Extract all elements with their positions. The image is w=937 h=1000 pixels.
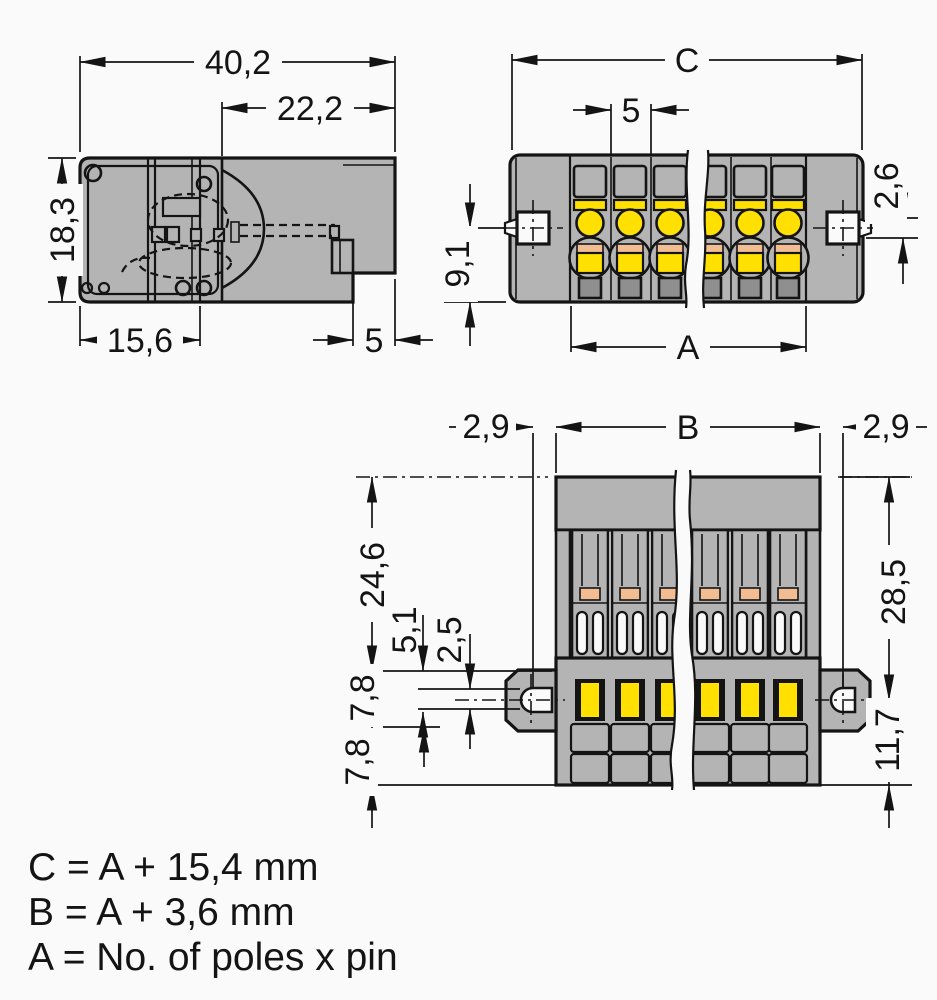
side-view <box>41 42 433 360</box>
dim-label-7-8-upper: 7,8 <box>344 674 382 722</box>
dim-label-7-8-lower: 7,8 <box>339 738 377 786</box>
dimension-B <box>556 405 820 447</box>
dim-label-2-9-right: 2,9 <box>862 408 910 446</box>
side-latch <box>332 240 353 273</box>
dimension-28-5 <box>840 477 914 700</box>
dimension-C <box>512 40 862 150</box>
pole-contact <box>571 679 609 783</box>
dimension-18-3 <box>41 158 83 302</box>
dim-label-5-pitch: 5 <box>621 92 641 130</box>
dim-label-22-2: 22,2 <box>276 90 344 128</box>
dim-label-A: A <box>676 329 700 367</box>
pin-strip <box>732 530 768 658</box>
pole-contact <box>769 679 807 783</box>
dimension-A <box>571 306 806 367</box>
pin-strip <box>572 530 608 658</box>
side-spring-box <box>163 198 200 216</box>
dimension-5-pitch <box>573 92 689 154</box>
dim-label-5-1: 5,1 <box>386 606 424 654</box>
dimension-15-6 <box>80 306 200 360</box>
front-view <box>336 404 927 828</box>
dim-label-5-notch: 5 <box>364 322 384 360</box>
dim-label-28-5: 28,5 <box>875 558 913 626</box>
pin-strip <box>612 530 648 658</box>
pin-strip <box>770 530 806 658</box>
pole-contact <box>611 679 649 783</box>
legend-line-1: C = A + 15,4 mm <box>28 846 319 889</box>
legend-line-3: A = No. of poles x pin <box>28 936 398 979</box>
dim-label-40-2: 40,2 <box>204 44 272 82</box>
pin-strip <box>692 530 728 658</box>
dim-label-2-9-left: 2,9 <box>462 408 510 446</box>
dim-label-C: C <box>674 42 700 80</box>
dimension-2-6 <box>865 148 918 284</box>
dimension-7-8-lower <box>336 727 560 828</box>
dim-label-24-6: 24,6 <box>354 541 392 609</box>
dim-label-9-1: 9,1 <box>439 240 477 288</box>
top-view <box>436 40 918 367</box>
dim-label-2-6: 2,6 <box>868 162 906 210</box>
dim-label-B: B <box>676 409 700 447</box>
dimension-9-1 <box>436 184 506 346</box>
dim-label-18-3: 18,3 <box>44 196 82 264</box>
legend-line-2: B = A + 3,6 mm <box>28 891 295 934</box>
dimension-5-1 <box>386 606 424 752</box>
dim-label-11-7: 11,7 <box>869 708 907 772</box>
legend <box>28 846 398 979</box>
left-flange <box>455 670 565 731</box>
pole-contact <box>731 679 769 783</box>
dimension-22-2 <box>222 88 395 156</box>
dim-label-2-5: 2,5 <box>431 616 469 664</box>
dim-label-15-6: 15,6 <box>106 322 174 360</box>
pole-contact <box>691 679 729 783</box>
